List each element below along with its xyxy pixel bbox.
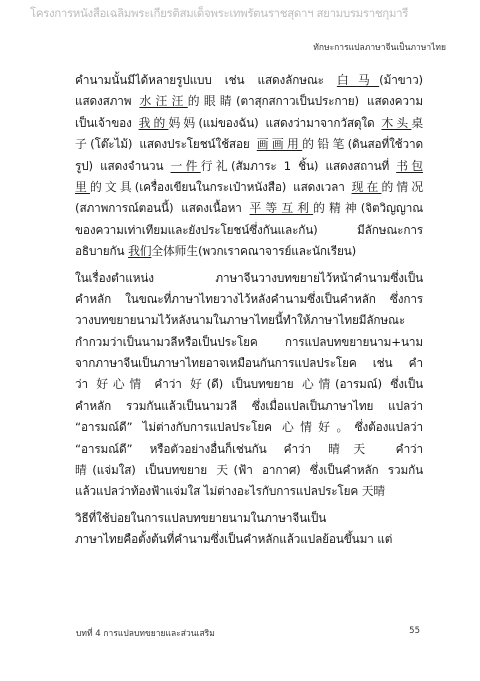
text-line: วางบทขยายนามไว้หลังนามในภาษาไทยนี้ทำให้ภาษาไทยมีลักษณะ (75, 313, 406, 328)
underlined-example: 书包 (396, 158, 423, 173)
text-segment: 的情况 (381, 179, 423, 194)
underlined-example: 一件 (170, 158, 201, 173)
underlined-example: 木头 (381, 115, 412, 130)
text-segment: 妈妈(แม่ของฉัน) แสดงว่ามาจากวัสดุใด (168, 115, 382, 130)
text-segment: คำนามนั้นมีได้หลายรูปแบบ เช่น แสดงลักษณะ (75, 73, 337, 87)
text-line: กำกวมว่าเป็นนามวลีหรือเป็นประโยค การแปลบทขยายนาม+นาม (75, 334, 423, 349)
underlined-example: 里 (75, 179, 90, 194)
text-line: “อารมณ์ดี” ไม่ต่างกับการแปลประโยค 心情好。ซึ่งต้องแปลว่า (75, 420, 423, 435)
text-line (75, 177, 423, 198)
text-segment: (ม้าขาว) (379, 73, 423, 87)
text-line: จากภาษาจีนเป็นภาษาไทยอาจเหมือนกันการแปลประโยค เช่น คำ (75, 356, 423, 371)
text-line: ในเรื่องตำแหน่ง ภาษาจีนวางบทขยายไว้หน้าคำนามซึ่งเป็น (75, 270, 423, 285)
text-segment: แสดงสภาพ (75, 94, 140, 109)
underlined-example: 画画用 (256, 137, 303, 152)
text-segment: 全体师生(พวกเราคณาจารย์และนักเรียน) (151, 244, 357, 259)
text-line: คำหลัก ในขณะที่ภาษาไทยวางไว้หลังคำนามซึ่งเป็นคำหลัก ซึ่งการ (75, 291, 423, 306)
underlined-example: 水汪汪 (139, 94, 188, 109)
text-line (75, 156, 423, 177)
underlined-example: 白马 (336, 73, 380, 87)
text-line (75, 70, 423, 91)
text-segment: รูป) แสดงจำนวน (75, 158, 171, 173)
text-segment: 的眼睛(ตาสุกสกาวเป็นประกาย) แสดงความ (187, 94, 423, 109)
text-segment: 的精神(จิตวิญญาณ (313, 201, 424, 216)
text-segment: 行礼(สัมภาระ 1 ชิ้น) แสดงสถานที่ (200, 158, 397, 173)
text-line (75, 113, 423, 134)
underlined-example: 我的 (138, 115, 169, 130)
text-line: วิธีที่ใช้บ่อยในการแปลบทขยายนามในภาษาจีนเป็น (75, 510, 327, 525)
text-line (75, 198, 423, 219)
text-segment: 子(โต๊ะไม้) แสดงประโยชน์ใช้สอย (75, 137, 257, 152)
text-line (75, 241, 423, 262)
text-line: แล้วแปลว่าท้องฟ้าแจ่มใส ไม่ต่างอะไรกับการแปลประโยค 天晴 (75, 484, 386, 499)
paragraph-3 (75, 508, 423, 551)
text-line: ภาษาไทยคือตั้งต้นที่คำนามซึ่งเป็นคำหลักแล้วแปลย้อนขึ้นมา แต่ (75, 532, 393, 547)
text-line (75, 91, 423, 112)
text-segment: ของความเท่าเทียมและยังประโยชน์ซึ่งกันและกัน) มีลักษณะการ (75, 222, 423, 237)
text-line: “อารมณ์ดี” หรือตัวอย่างอื่นก็เช่นกัน คำว่า 晴天 คำว่า (75, 441, 423, 456)
header-project-title: โครงการหนังสือเฉลิมพระเกียรติสมเด็จพระเทพรัตนราชสุดาฯ สยามบรมราชกุมารี (30, 6, 409, 20)
footer-chapter: บทที่ 4 การแปลบทขยายและส่วนเสริม (76, 629, 215, 639)
text-segment: 的文具(เครื่องเขียนในกระเป๋าหนังสือ) แสดงเวลา (89, 179, 352, 194)
page-content (75, 70, 423, 551)
text-line: ว่า 好心情 คำว่า 好(ดี) เป็นบทขยาย 心情(อารมณ์) ซึ่งเป็น (75, 377, 423, 392)
text-segment: 的铅笔(ดินสอที่ใช้วาด (302, 137, 423, 152)
paragraph-2 (75, 268, 423, 503)
page-number: 55 (409, 626, 420, 636)
text-segment: 桌 (411, 115, 423, 130)
text-line (75, 220, 423, 241)
text-line: คำหลัก รวมกันแล้วเป็นนามวลี ซึ่งเมื่อแปลเป็นภาษาไทย แปลว่า (75, 398, 423, 413)
underlined-example: 我们 (128, 244, 152, 259)
paragraph-1 (75, 70, 423, 263)
text-segment: (สภาพการณ์ตอนนี้) แสดงเนื้อหา (75, 201, 250, 216)
underlined-example: 平等互利 (249, 201, 314, 216)
underlined-example: 现在 (351, 179, 382, 194)
text-line: 晴(แจ่มใส) เป็นบทขยาย 天(ฟ้า อากาศ) ซึ่งเป็นคำหลัก รวมกัน (75, 463, 423, 478)
text-line (75, 134, 423, 155)
header-section-title: ทักษะการแปลภาษาจีนเป็นภาษาไทย (313, 43, 446, 53)
text-segment: อธิบายกัน (75, 244, 129, 259)
text-segment: เป็นเจ้าของ (75, 115, 139, 130)
